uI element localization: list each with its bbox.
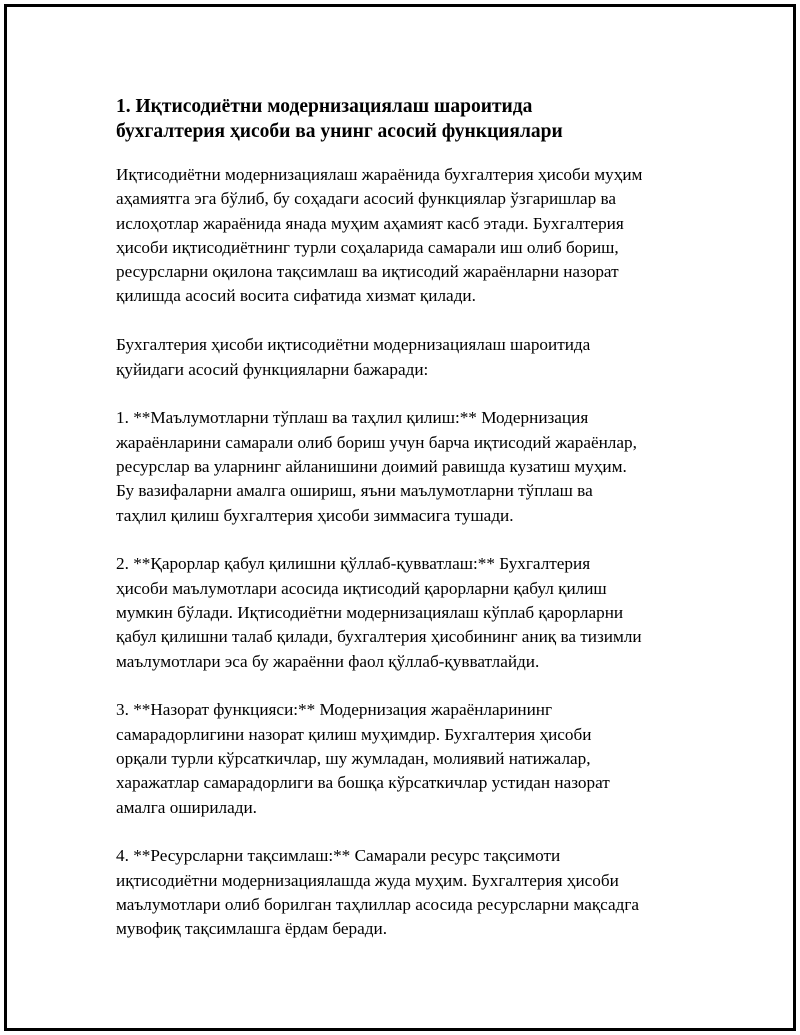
text-line: жараёнларини самарали олиб бориш учун барча иқтисодий жараёнлар, [116, 432, 637, 452]
text-line: таҳлил қилиш бухгалтерия ҳисоби зиммасига тушади. [116, 505, 514, 525]
text-line: аҳамиятга эга бўлиб, бу соҳадаги асосий функциялар ўзгаришлар ва [116, 189, 617, 209]
text-line: мумкин бўлади. Иқтисодиётни модернизациялаш кўплаб қарорларни [116, 602, 624, 622]
intro-paragraph [116, 163, 686, 309]
text-line: 3. **Назорат функцияси:** Модернизация жараёнларининг [116, 700, 553, 720]
text-line: амалга оширилади. [116, 797, 257, 817]
heading-line: бухгалтерия ҳисоби ва унинг асосий функциялари [116, 121, 563, 142]
text-line: 1. **Маълумотларни тўплаш ва таҳлил қилиш:** Модернизация [116, 408, 589, 428]
function-item-1 [116, 406, 686, 527]
text-line: Бу вазифаларни амалга ошириш, яъни маълумотларни тўплаш ва [116, 481, 593, 501]
text-line: Иқтисодиётни модернизациялаш жараёнида бухгалтерия ҳисоби муҳим [116, 165, 643, 184]
functions-intro-paragraph [116, 333, 686, 382]
text-line: мувофиқ тақсимлашга ёрдам беради. [116, 919, 388, 939]
function-item-2 [116, 552, 686, 673]
text-line: қилишда асосий восита сифатида хизмат қилади. [116, 286, 476, 306]
text-line: ҳисоби маълумотлари асосида иқтисодий қарорларни қабул қилиш [116, 578, 607, 598]
text-line: самарадорлигини назорат қилиш муҳимдир. Бухгалтерия ҳисоби [116, 724, 592, 744]
text-line: маълумотлари олиб борилган таҳлиллар асосида ресурсларни мақсадга [116, 894, 640, 914]
section-heading [116, 94, 686, 144]
text-line: ресурслар ва уларнинг айланишини доимий равишда кузатиш муҳим. [116, 456, 627, 476]
text-line: маълумотлари эса бу жараённи фаол қўллаб-қувватлайди. [116, 651, 540, 671]
document-body [116, 94, 686, 966]
text-line: қуйидаги асосий функцияларни бажаради: [116, 359, 429, 379]
text-line: 4. **Ресурсларни тақсимлаш:** Самарали ресурс тақсимоти [116, 846, 561, 866]
text-line: 2. **Қарорлар қабул қилишни қўллаб-қувватлаш:** Бухгалтерия [116, 554, 591, 574]
text-line: харажатлар самарадорлиги ва бошқа кўрсаткичлар устидан назорат [116, 773, 610, 793]
text-line: иқтисодиётни модернизациялашда жуда муҳим. Бухгалтерия ҳисоби [116, 870, 619, 890]
function-item-4 [116, 844, 686, 941]
function-item-3 [116, 698, 686, 819]
text-line: ҳисоби иқтисодиётнинг турли соҳаларида самарали иш олиб бориш, [116, 237, 619, 257]
text-line: ресурсларни оқилона тақсимлаш ва иқтисодий жараёнларни назорат [116, 262, 619, 282]
text-line: Бухгалтерия ҳисоби иқтисодиётни модернизациялаш шароитида [116, 335, 591, 355]
text-line: орқали турли кўрсаткичлар, шу жумладан, молиявий натижалар, [116, 748, 591, 768]
heading-line: 1. Иқтисодиётни модернизациялаш шароитида [116, 96, 533, 117]
text-line: қабул қилишни талаб қилади, бухгалтерия ҳисобининг аниқ ва тизимли [116, 627, 642, 647]
text-line: ислоҳотлар жараёнида янада муҳим аҳамият касб этади. Бухгалтерия [116, 213, 624, 233]
